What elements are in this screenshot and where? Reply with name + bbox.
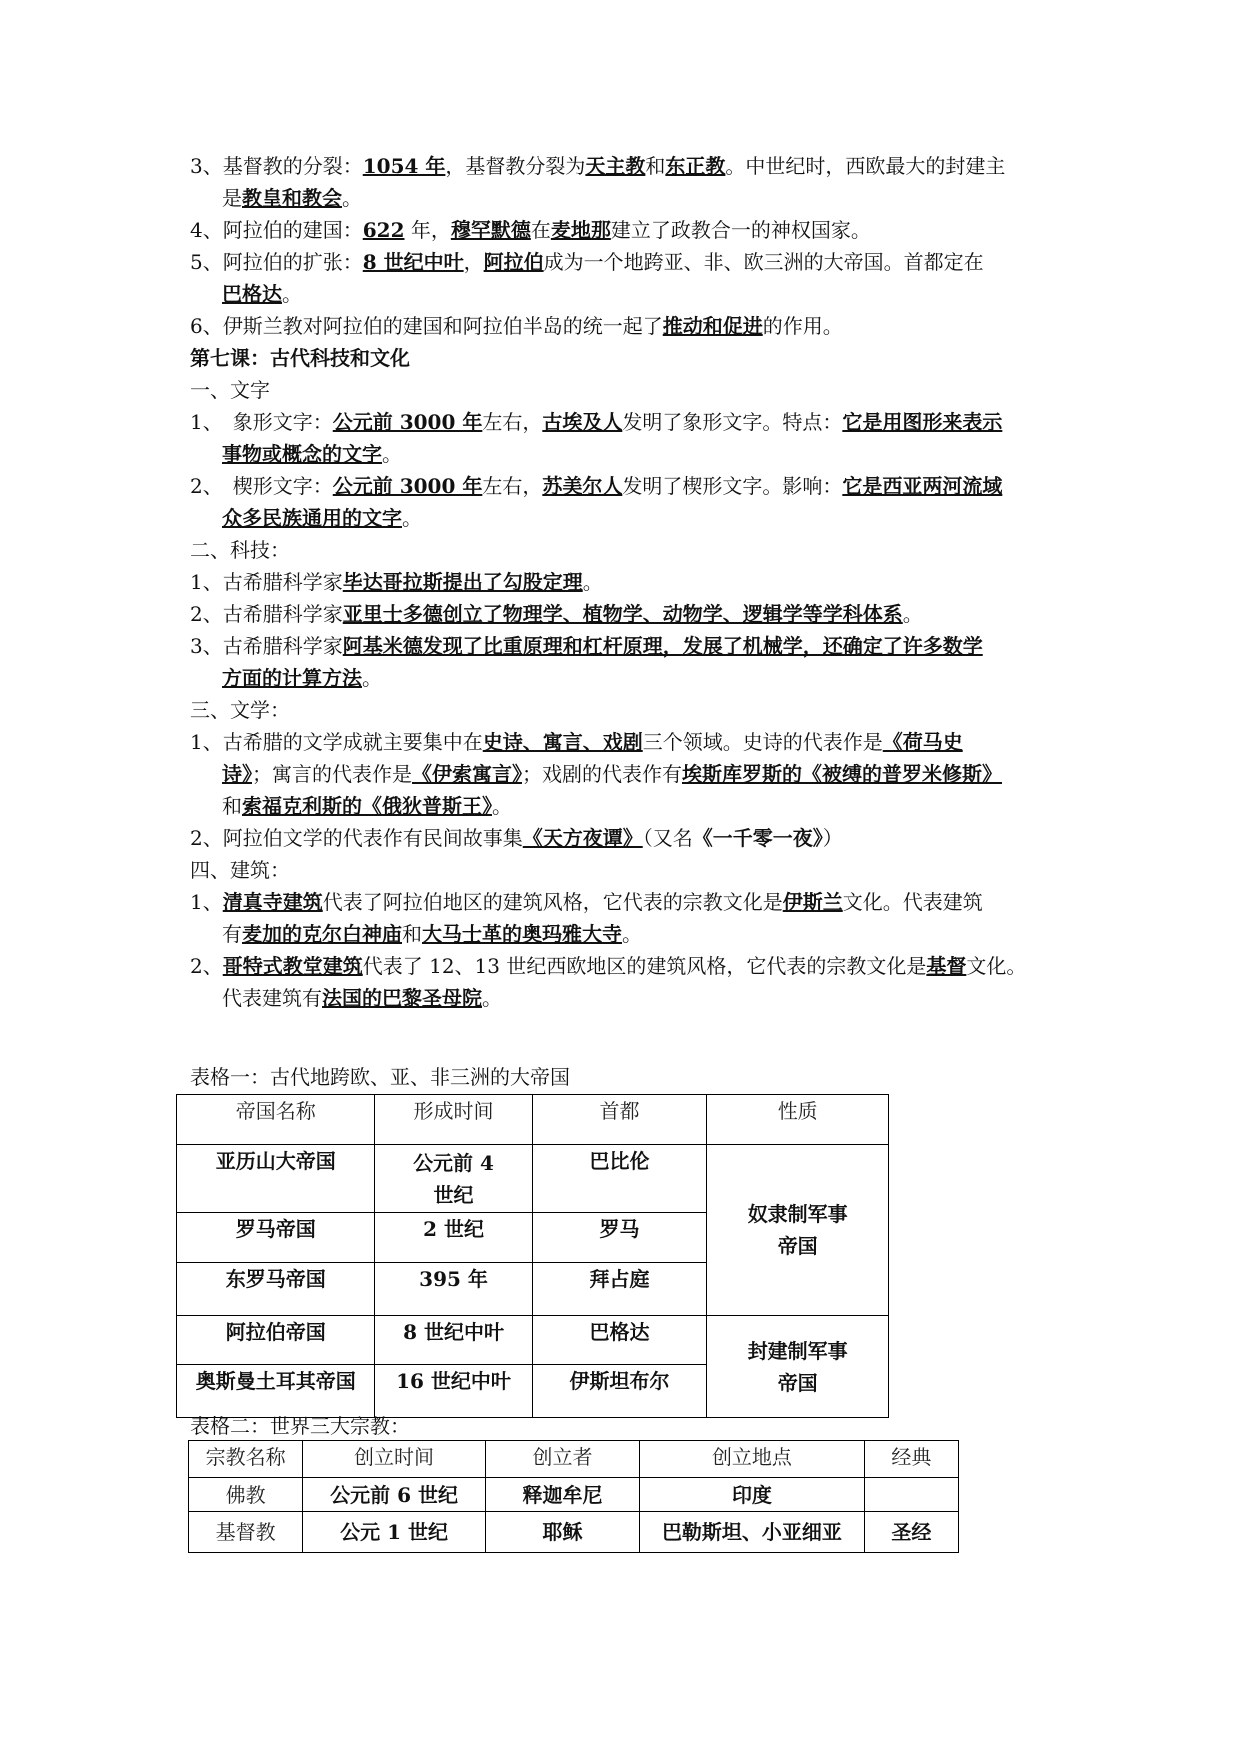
item-4-line (190, 214, 871, 246)
table-header-row (189, 1441, 959, 1478)
writing-2-line-2 (222, 502, 422, 534)
column-header: 经典 (864, 1441, 958, 1478)
formation-time: 395 年 (375, 1263, 532, 1316)
text: 代表了阿拉伯地区的建筑风格，它代表的宗教文化是 (322, 890, 783, 914)
key-term: 古埃及人 (542, 410, 623, 434)
empire-name: 罗马帝国 (177, 1213, 375, 1263)
capital: 巴格达 (532, 1316, 707, 1365)
key-term: 《一千零一夜》 (692, 826, 823, 850)
text: 2、古希腊科学家 (190, 602, 343, 626)
text: ） (822, 826, 843, 850)
empire-name: 奥斯曼土耳其帝国 (177, 1365, 375, 1418)
key-term: 《伊索寓言》 (412, 762, 522, 786)
key-term: 事物或概念的文字 (222, 442, 382, 466)
column-header: 创立地点 (640, 1441, 865, 1478)
table-header-row (177, 1095, 889, 1145)
architecture-1-line-2 (222, 918, 642, 950)
text: 1、 (190, 890, 223, 914)
key-term: 基督 (926, 954, 967, 978)
text: 2、 楔形文字： (190, 474, 333, 498)
founding-time: 公元 1 世纪 (303, 1512, 485, 1553)
text: 在 (530, 218, 551, 242)
text: 。 (382, 442, 402, 466)
formation-time: 8 世纪中叶 (375, 1316, 532, 1365)
founding-place: 巴勒斯坦、小亚细亚 (640, 1512, 865, 1553)
text: 有 (222, 922, 242, 946)
religions-table (188, 1440, 959, 1553)
text: 。 (622, 922, 642, 946)
key-term: 伊斯兰 (782, 890, 843, 914)
writing-1-line-2 (222, 438, 402, 470)
key-term: 巴格达 (222, 282, 282, 306)
text: 。 (362, 666, 382, 690)
nature-feudal (707, 1316, 889, 1418)
text: 。 (282, 282, 302, 306)
text: 1、 象形文字： (190, 410, 333, 434)
empire-name: 亚历山大帝国 (177, 1145, 375, 1213)
literature-1-line-2 (222, 758, 1002, 790)
item-5-line-1 (190, 246, 984, 278)
text: 3、古希腊科学家 (190, 634, 343, 658)
text: ；戏剧的代表作有 (522, 762, 682, 786)
science-2-line (190, 598, 923, 630)
religion-name: 佛教 (189, 1478, 303, 1512)
key-term: 大马士革的奥玛雅大寺 (422, 922, 622, 946)
column-header: 首都 (532, 1095, 707, 1145)
section-heading-science: 二、科技： (190, 538, 290, 562)
text: 左右， (482, 410, 543, 434)
empire-name: 东罗马帝国 (177, 1263, 375, 1316)
column-header: 宗教名称 (189, 1441, 303, 1478)
founder: 释迦牟尼 (485, 1478, 639, 1512)
key-term: 公元前 3000 年 (332, 474, 483, 498)
text: 3、基督教的分裂： (190, 154, 363, 178)
section-heading-architecture: 四、建筑： (190, 858, 290, 882)
key-term: 麦加的克尔白神庙 (242, 922, 402, 946)
architecture-2-line-2 (222, 982, 502, 1014)
key-term: 清真寺建筑 (222, 890, 323, 914)
key-term: 1054 年 (362, 154, 446, 178)
nature-text: 封建制军事帝国 (747, 1338, 848, 1395)
capital: 罗马 (532, 1213, 707, 1263)
founder: 耶稣 (485, 1512, 639, 1553)
table-1-caption: 表格一：古代地跨欧、亚、非三洲的大帝国 (190, 1065, 570, 1089)
key-term: 622 (362, 218, 405, 242)
key-term: 亚里士多德创立了物理学、植物学、动物学、逻辑学等学科体系 (342, 602, 903, 626)
capital: 伊斯坦布尔 (532, 1365, 707, 1418)
text: 1、古希腊的文学成就主要集中在 (190, 730, 483, 754)
key-term: 《荷马史 (882, 730, 963, 754)
text: 。 (482, 986, 502, 1010)
text: 和 (645, 154, 666, 178)
key-term: 天主教 (585, 154, 646, 178)
text: 的作用。 (762, 314, 843, 338)
literature-1-line-1 (190, 726, 963, 758)
table-2-caption: 表格二：世界三大宗教： (190, 1414, 410, 1438)
text: 左右， (482, 474, 543, 498)
table-row (177, 1316, 889, 1365)
empires-table (176, 1094, 889, 1418)
text: 文化。 (966, 954, 1027, 978)
text: 发明了楔形文字。影响： (622, 474, 843, 498)
writing-1-line-1 (190, 406, 1002, 438)
text: （又名 (642, 826, 693, 850)
item-6-line (190, 310, 843, 342)
text: 。 (902, 602, 923, 626)
text: 。 (492, 794, 512, 818)
key-term: 法国的巴黎圣母院 (322, 986, 482, 1010)
architecture-1-line-1 (190, 886, 983, 918)
key-term: 穆罕默德 (450, 218, 531, 242)
item-5-line-2 (222, 278, 302, 310)
text: 。 (342, 186, 362, 210)
column-header: 性质 (707, 1095, 889, 1145)
key-term: 索福克利斯的《俄狄普斯王》 (242, 794, 492, 818)
text: 和 (222, 794, 242, 818)
text: 。 (582, 570, 603, 594)
capital: 拜占庭 (532, 1263, 707, 1316)
text: 2、阿拉伯文学的代表作有民间故事集 (190, 826, 523, 850)
key-term: 麦地那 (550, 218, 611, 242)
table-row (177, 1145, 889, 1213)
formation-time-text: 公元前 4 世纪 (413, 1150, 494, 1207)
text: 6、伊斯兰教对阿拉伯的建国和阿拉伯半岛的统一起了 (190, 314, 663, 338)
text: 。 (402, 506, 422, 530)
scripture: 圣经 (864, 1512, 958, 1553)
text: 1、古希腊科学家 (190, 570, 343, 594)
text: 4、阿拉伯的建国： (190, 218, 363, 242)
key-term: 哥特式教堂建筑 (222, 954, 363, 978)
text: 发明了象形文字。特点： (622, 410, 843, 434)
text: 代表建筑有 (222, 986, 322, 1010)
nature-slave (707, 1145, 889, 1316)
founding-place: 印度 (640, 1478, 865, 1512)
scripture (864, 1478, 958, 1512)
text: 建立了政教合一的神权国家。 (610, 218, 871, 242)
key-term: 埃斯库罗斯的《被缚的普罗米修斯》 (682, 762, 1002, 786)
key-term: 诗》 (222, 762, 252, 786)
key-term: 教皇和教会 (242, 186, 342, 210)
text: ；寓言的代表作是 (252, 762, 412, 786)
formation-time: 2 世纪 (375, 1213, 532, 1263)
text: 2、 (190, 954, 223, 978)
key-term: 众多民族通用的文字 (222, 506, 402, 530)
text: 。中世纪时，西欧最大的封建主 (725, 154, 1006, 178)
item-3-line-2 (222, 182, 362, 214)
item-3-line-1 (190, 150, 1005, 182)
section-heading-writing: 一、文字 (190, 378, 270, 402)
formation-time: 16 世纪中叶 (375, 1365, 532, 1418)
column-header: 形成时间 (375, 1095, 532, 1145)
key-term: 方面的计算方法 (222, 666, 362, 690)
science-3-line-2 (222, 662, 382, 694)
text: 代表了 12、13 世纪西欧地区的建筑风格，它代表的宗教文化是 (362, 954, 927, 978)
architecture-2-line-1 (190, 950, 1026, 982)
empire-name: 阿拉伯帝国 (177, 1316, 375, 1365)
key-term: 毕达哥拉斯提出了勾股定理 (342, 570, 583, 594)
column-header: 创立时间 (303, 1441, 485, 1478)
text: ， (463, 250, 484, 274)
capital: 巴比伦 (532, 1145, 707, 1213)
text: 三个领域。史诗的代表作是 (642, 730, 883, 754)
writing-2-line-1 (190, 470, 1002, 502)
key-term: 它是西亚两河流域 (842, 474, 1003, 498)
key-term: 它是用图形来表示 (842, 410, 1003, 434)
key-term: 阿基米德发现了比重原理和杠杆原理，发展了机械学，还确定了许多数学 (342, 634, 983, 658)
column-header: 帝国名称 (177, 1095, 375, 1145)
key-term: 阿拉伯 (483, 250, 544, 274)
key-term: 公元前 3000 年 (332, 410, 483, 434)
text: 5、阿拉伯的扩张： (190, 250, 363, 274)
key-term: 《天方夜谭》 (522, 826, 643, 850)
literature-1-line-3 (222, 790, 512, 822)
formation-time (375, 1145, 532, 1213)
text: 文化。代表建筑 (842, 890, 983, 914)
religion-name: 基督教 (189, 1512, 303, 1553)
text: ，基督教分裂为 (445, 154, 586, 178)
science-1-line (190, 566, 603, 598)
lesson-heading: 第七课：古代科技和文化 (190, 346, 410, 370)
key-term: 推动和促进 (662, 314, 763, 338)
literature-2-line (190, 822, 843, 854)
key-term: 8 世纪中叶 (362, 250, 464, 274)
text: 是 (222, 186, 242, 210)
founding-time: 公元前 6 世纪 (303, 1478, 485, 1512)
text: 和 (402, 922, 422, 946)
text: 年， (404, 218, 451, 242)
column-header: 创立者 (485, 1441, 639, 1478)
science-3-line-1 (190, 630, 983, 662)
nature-text: 奴隶制军事帝国 (747, 1202, 848, 1258)
section-heading-literature: 三、文学： (190, 698, 290, 722)
key-term: 东正教 (665, 154, 726, 178)
key-term: 史诗、寓言、戏剧 (482, 730, 643, 754)
key-term: 苏美尔人 (542, 474, 623, 498)
table-row (189, 1512, 959, 1553)
text: 成为一个地跨亚、非、欧三洲的大帝国。首都定在 (543, 250, 984, 274)
table-row (189, 1478, 959, 1512)
